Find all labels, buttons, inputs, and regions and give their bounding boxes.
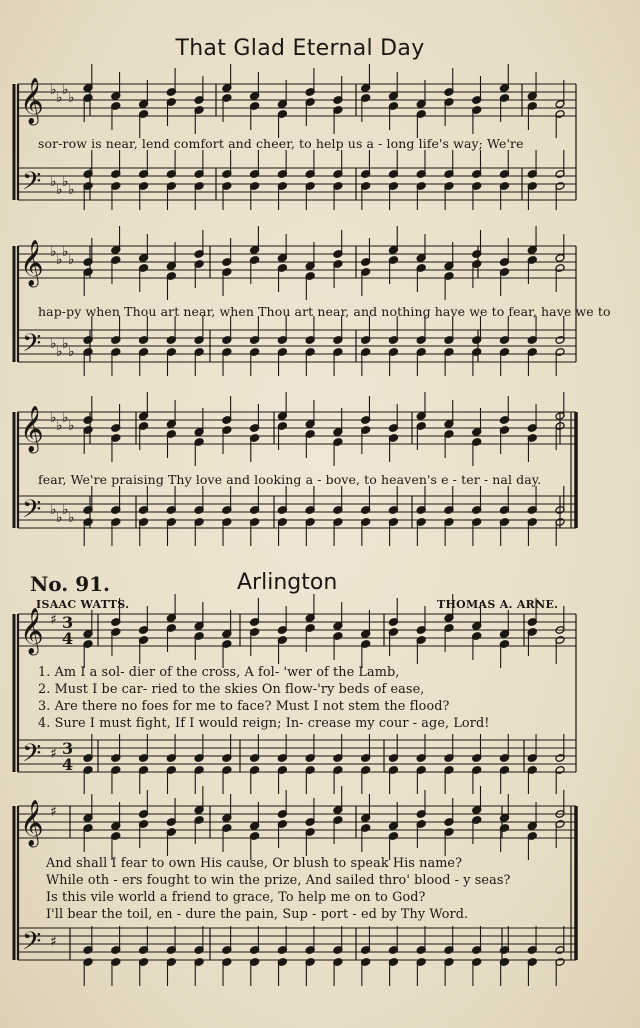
flat-sign: ♭ [62, 174, 69, 190]
sharp-sign: ♯ [50, 612, 57, 628]
flat-sign: ♭ [62, 410, 69, 426]
bass-clef-icon: 𝄢 [22, 167, 42, 202]
flat-sign: ♭ [56, 344, 63, 360]
treble-clef-icon: 𝄞 [20, 608, 44, 654]
flat-sign: ♭ [56, 252, 63, 268]
flat-sign: ♭ [68, 182, 75, 198]
flat-sign: ♭ [68, 418, 75, 434]
treble-clef-icon: 𝄞 [20, 78, 44, 124]
verse-line: 2. Must I be car- ried to the skies On flow-'ry beds of ease, [38, 682, 425, 697]
flat-sign: ♭ [68, 90, 75, 106]
verse-line: While oth - ers fought to win the prize, And sailed thro' blood - y seas? [46, 873, 511, 888]
bass-clef-icon: 𝄢 [22, 329, 42, 364]
flat-sign: ♭ [50, 244, 57, 260]
bass-clef-icon: 𝄢 [22, 927, 42, 962]
song-title: That Glad Eternal Day [175, 36, 425, 61]
lyric-line: hap-py when Thou art near, when Thou art near, and nothing have we to fear, have we to [38, 304, 611, 319]
sharp-sign: ♯ [50, 934, 57, 950]
flat-sign: ♭ [50, 174, 57, 190]
time-signature: 3 [62, 613, 74, 632]
hymn-composer: THOMAS A. ARNE. [437, 598, 559, 611]
hymn-number: No. 91. [30, 572, 110, 596]
flat-sign: ♭ [56, 418, 63, 434]
verse-line: 3. Are there no foes for me to face? Must I not stem the flood? [38, 699, 450, 714]
treble-clef-icon: 𝄞 [20, 800, 44, 846]
verse-line: 1. Am I a sol- dier of the cross, A fol- 'wer of the Lamb, [38, 665, 400, 680]
verse-line: 4. Sure I must fight, If I would reign; In- crease my cour - age, Lord! [38, 716, 490, 731]
verse-line: Is this vile world a friend to grace, To help me on to God? [46, 890, 426, 905]
flat-sign: ♭ [56, 90, 63, 106]
flat-sign: ♭ [68, 344, 75, 360]
verse-line: I'll bear the toil, en - dure the pain, Sup - port - ed by Thy Word. [46, 907, 469, 922]
flat-sign: ♭ [50, 502, 57, 518]
flat-sign: ♭ [50, 336, 57, 352]
flat-sign: ♭ [62, 336, 69, 352]
flat-sign: ♭ [56, 182, 63, 198]
flat-sign: ♭ [56, 510, 63, 526]
lyric-line: fear, We're praising Thy love and looking a - bove, to heaven's e - ter - nal day. [38, 472, 542, 487]
flat-sign: ♭ [62, 244, 69, 260]
bass-clef-icon: 𝄢 [22, 495, 42, 530]
flat-sign: ♭ [68, 510, 75, 526]
verse-line: And shall I fear to own His cause, Or blush to speak His name? [46, 856, 463, 871]
time-signature: 4 [62, 629, 74, 648]
flat-sign: ♭ [50, 82, 57, 98]
flat-sign: ♭ [62, 502, 69, 518]
treble-clef-icon: 𝄞 [20, 406, 44, 452]
sharp-sign: ♯ [50, 804, 57, 820]
hymn-author: ISAAC WATTS. [36, 598, 130, 611]
lyric-line: sor-row is near, lend comfort and cheer, to help us a - long life's way; We're [38, 136, 524, 151]
flat-sign: ♭ [62, 82, 69, 98]
treble-clef-icon: 𝄞 [20, 240, 44, 286]
time-signature: 3 [62, 739, 74, 758]
time-signature: 4 [62, 755, 74, 774]
sharp-sign: ♯ [50, 746, 57, 762]
hymn-title: Arlington [237, 570, 338, 595]
flat-sign: ♭ [50, 410, 57, 426]
bass-clef-icon: 𝄢 [22, 739, 42, 774]
flat-sign: ♭ [68, 252, 75, 268]
